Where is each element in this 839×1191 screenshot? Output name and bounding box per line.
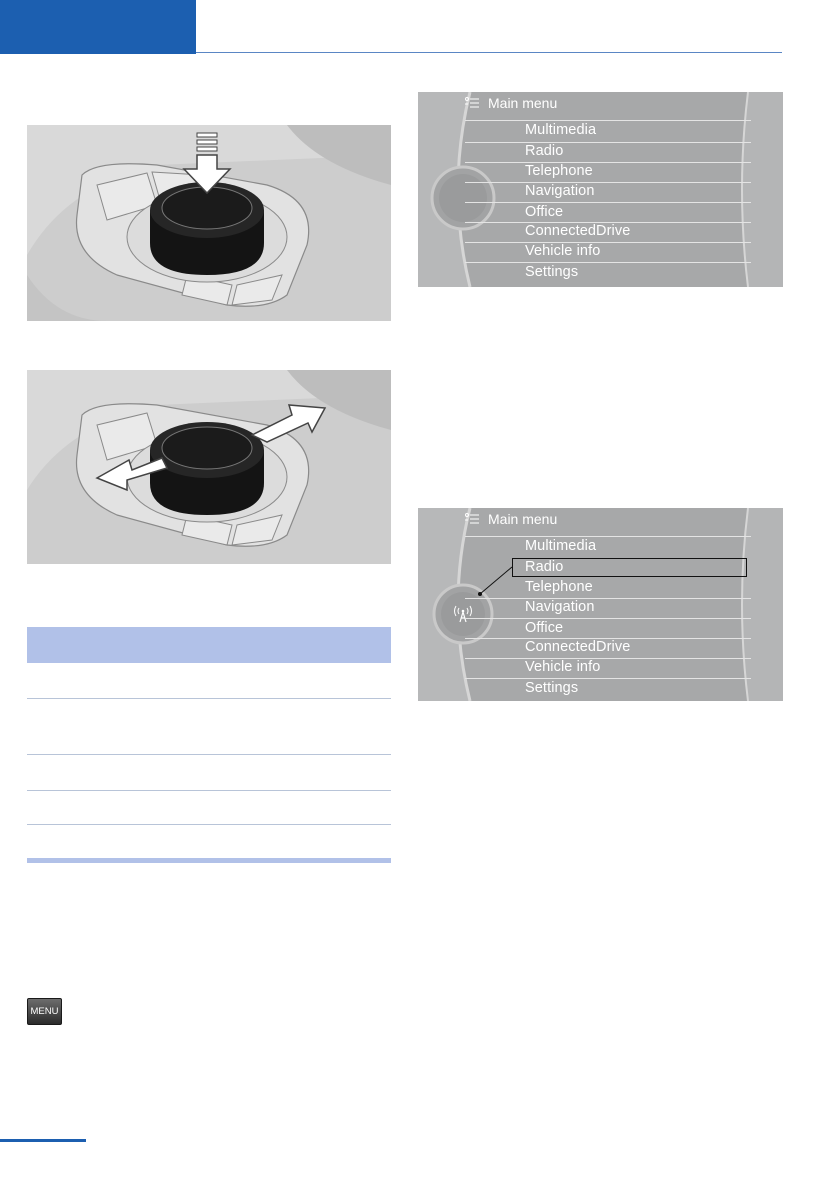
menu-item-navigation[interactable]: Navigation bbox=[525, 183, 595, 199]
menu-item-radio[interactable]: Radio bbox=[525, 559, 564, 575]
menu-title: Main menu bbox=[488, 95, 558, 111]
menu-divider bbox=[465, 536, 751, 537]
menu-divider bbox=[465, 262, 751, 263]
table-header bbox=[27, 627, 391, 663]
menu-divider bbox=[465, 142, 751, 143]
menu-divider bbox=[465, 242, 751, 243]
menu-list-icon bbox=[464, 512, 480, 526]
menu-divider bbox=[465, 658, 751, 659]
menu-item-vehicle-info[interactable]: Vehicle info bbox=[525, 243, 601, 259]
menu-item-connecteddrive[interactable]: ConnectedDrive bbox=[525, 639, 631, 655]
menu-divider bbox=[465, 120, 751, 121]
main-menu-screen-selected bbox=[418, 508, 783, 701]
table-row-divider bbox=[27, 790, 391, 791]
menu-divider bbox=[465, 182, 751, 183]
menu-list-icon bbox=[464, 96, 480, 110]
menu-divider bbox=[465, 678, 751, 679]
menu-item-telephone[interactable]: Telephone bbox=[525, 163, 593, 179]
header-rule bbox=[196, 52, 782, 53]
menu-divider bbox=[465, 598, 751, 599]
menu-item-settings[interactable]: Settings bbox=[525, 264, 579, 280]
menu-divider bbox=[465, 162, 751, 163]
table-row-divider bbox=[27, 698, 391, 699]
main-menu-screen bbox=[418, 92, 783, 287]
menu-item-navigation[interactable]: Navigation bbox=[525, 599, 595, 615]
controller-tilt-figure bbox=[27, 370, 391, 564]
footer-rule bbox=[0, 1139, 86, 1142]
menu-item-multimedia[interactable]: Multimedia bbox=[525, 122, 597, 138]
menu-title: Main menu bbox=[488, 511, 558, 527]
radio-antenna-icon bbox=[452, 604, 474, 624]
header-tab bbox=[0, 0, 196, 54]
menu-item-multimedia[interactable]: Multimedia bbox=[525, 538, 597, 554]
menu-item-radio[interactable]: Radio bbox=[525, 143, 564, 159]
table-row-divider bbox=[27, 754, 391, 755]
controller-press-figure bbox=[27, 125, 391, 321]
table-row-divider bbox=[27, 824, 391, 825]
menu-item-connecteddrive[interactable]: ConnectedDrive bbox=[525, 223, 631, 239]
menu-item-settings[interactable]: Settings bbox=[525, 680, 579, 696]
menu-button[interactable]: MENU bbox=[27, 998, 62, 1025]
menu-divider bbox=[465, 202, 751, 203]
table-footer bbox=[27, 858, 391, 863]
menu-item-telephone[interactable]: Telephone bbox=[525, 579, 593, 595]
menu-item-vehicle-info[interactable]: Vehicle info bbox=[525, 659, 601, 675]
menu-item-office[interactable]: Office bbox=[525, 620, 564, 636]
menu-divider bbox=[465, 618, 751, 619]
menu-item-office[interactable]: Office bbox=[525, 204, 564, 220]
